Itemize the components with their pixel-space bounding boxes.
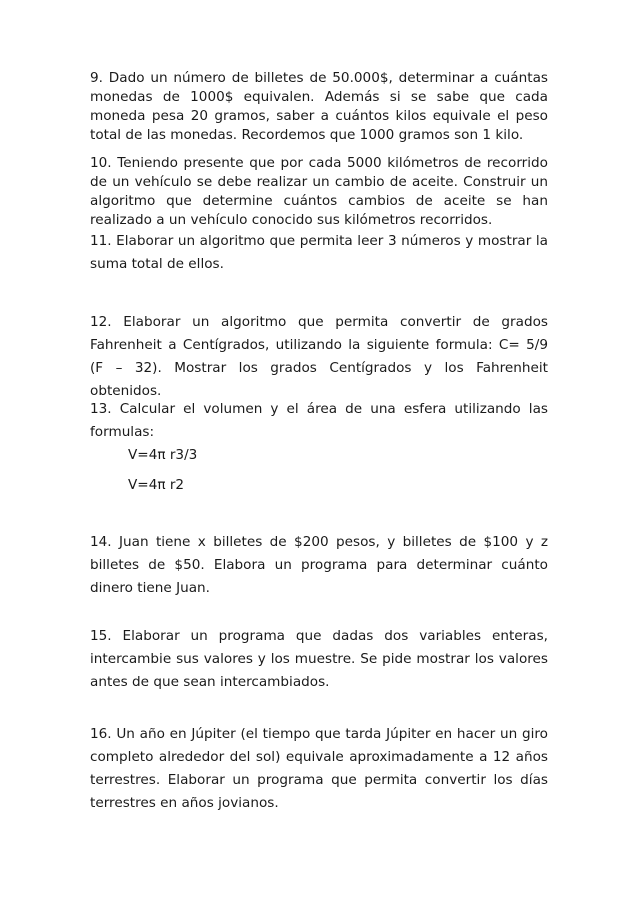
exercise-12: 12. Elaborar un algoritmo que permita convertir de grados Fahrenheit a Centígrados, utilizando la siguiente formula: C= 5/9 (F – 32). Mostrar los grados Centígrados y los Fahrenheit obtenidos. [90,314,548,399]
exercise-16: 16. Un año en Júpiter (el tiempo que tarda Júpiter en hacer un giro completo alrededor del sol) equivale aproximadamente a 12 años terrestres. Elaborar un programa que permita convertir los días terrestres en años jovianos. [90,726,548,811]
exercise-15: 15. Elaborar un programa que dadas dos variables enteras, intercambie sus valores y los muestre. Se pide mostrar los valores antes de que sean intercambiados. [90,628,548,690]
exercise-14: 14. Juan tiene x billetes de $200 pesos, y billetes de $100 y z billetes de $50. Elabora un programa para determinar cuánto dinero tiene Juan. [90,534,548,596]
formula-volume: V=4π r3/3 [128,447,198,463]
formula-area: V=4π r2 [128,477,185,493]
exercise-11: 11. Elaborar un algoritmo que permita leer 3 números y mostrar la suma total de ellos. [90,233,548,272]
exercise-10: 10. Teniendo presente que por cada 5000 kilómetros de recorrido de un vehículo se debe realizar un cambio de aceite. Construir un algoritmo que determine cuántos cambios de aceite se han realizado a un vehículo conocido sus kilómetros recorridos. [90,155,548,228]
exercise-13: 13. Calcular el volumen y el área de una esfera utilizando las formulas: [90,401,548,440]
exercise-9: 9. Dado un número de billetes de 50.000$, determinar a cuántas monedas de 1000$ equivalen. Además si se sabe que cada moneda pesa 20 gramos, saber a cuántos kilos equivale el peso total de las monedas. Recordemos que 1000 gramos son 1 kilo. [90,70,548,143]
